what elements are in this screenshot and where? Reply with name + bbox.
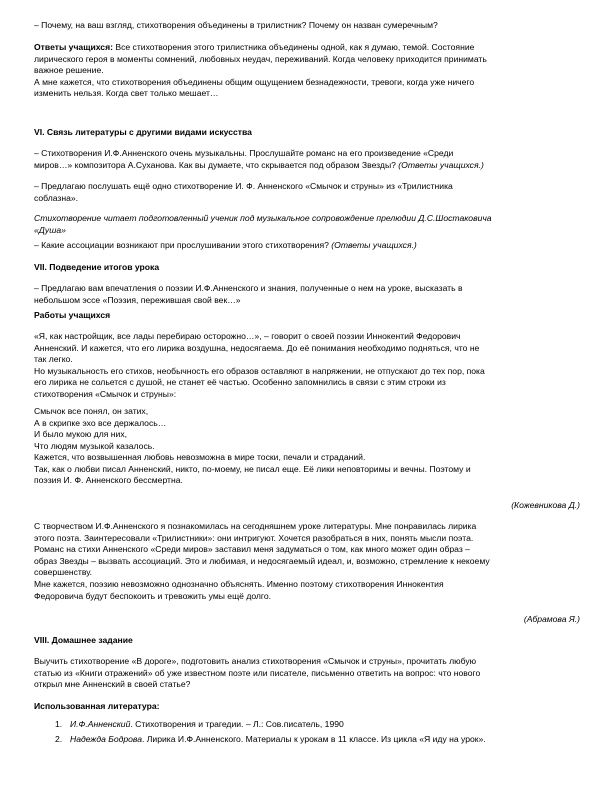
reference-text	[70, 732, 486, 747]
associations-paragraph	[34, 240, 580, 252]
reference-author: Надежда Бодрова	[70, 734, 143, 744]
poem-line: Смычок все понял, он затих,	[34, 406, 149, 416]
poem-line: А в скрипке эхо все держалось…	[34, 417, 167, 428]
text-line: образ Звезды – вызвать ассоциаций. Это и любимая, и недосягаемый идеал, и, возможно, стремление к некоему	[34, 555, 490, 566]
answers-paragraph	[34, 42, 580, 100]
text-line: Романс на стихи Анненского «Среди миров» заставил меня задуматься о том, как много может один образ –	[34, 544, 470, 555]
text-line: Но музыкальность его стихов, необычность его образов оставляют в напряжении, не отпускают до тех пор, пока	[34, 365, 485, 376]
text-line: – Стихотворения И.Ф.Анненского очень музыкальны. Прослушайте романс на его произведение «Среди	[34, 148, 454, 158]
text-line: Стихотворение читает подготовленный ученик под музыкальное сопровождение прелюдии Д.С.Шостаковича	[34, 213, 492, 223]
reference-author: И.Ф.Анненский	[70, 719, 131, 729]
italic-note: (Ответы учащихся.)	[398, 159, 484, 170]
works-heading: Работы учащихся	[34, 310, 111, 320]
italic-note: (Ответы учащихся.)	[331, 240, 417, 250]
essay-1	[34, 331, 580, 401]
text-line: Так, как о любви писал Анненский, никто, по-моему, не писал еще. Её лики неповторимы и вечны. Поэтому и	[34, 463, 471, 474]
text-line: так легко.	[34, 354, 73, 365]
section-heading-8: VIII. Домашнее задание	[34, 635, 133, 645]
list-number: 2.	[55, 734, 63, 744]
references-heading: Использованная литература:	[34, 701, 160, 711]
text-line: Все стихотворения этого трилистника объединены одной, как я думаю, темой. Состояние	[112, 42, 475, 52]
text-line: – Предлагаю послушать ещё одно стихотворение И. Ф. Анненского «Смычок и струны» из «Трилистника	[34, 181, 453, 191]
list-number: 1.	[55, 719, 63, 729]
text-line: стихотворения «Смычок и струны»:	[34, 388, 177, 399]
text-line: Мне кажется, поэзию невозможно однозначно объяснять. Именно поэтому стихотворения Иннокентия	[34, 578, 444, 589]
text-line: А мне кажется, что стихотворения объединены общим ощущением безнадежности, тревоги, когда уже ничего	[34, 76, 475, 87]
reference-title: . Лирика И.Ф.Анненского. Материалы к урокам в 11 классе. Из цикла «Я иду на урок».	[142, 734, 486, 744]
text-line: – Почему, на ваш взгляд, стихотворения объединены в трилистник? Почему он назван сумеречным?	[34, 20, 438, 30]
text-line: Кажется, что возвышенная любовь невозможна в мире тоски, печали и страданий.	[34, 452, 366, 462]
section-heading-7: VII. Подведение итогов урока	[34, 262, 160, 272]
text-line: Выучить стихотворение «В дороге», подготовить анализ стихотворения «Смычок и струны», прочитать любую	[34, 656, 477, 666]
text-line: небольшом эссе «Поэзия, пережившая свой век…»	[34, 294, 241, 305]
text-line: «Душа»	[34, 224, 66, 235]
text-line: миров…» композитора А.Суханова. Как вы думаете, что скрывается под образом Звезды?	[34, 159, 399, 170]
poem-quote	[34, 406, 580, 452]
text-line: важное решение.	[34, 65, 104, 76]
homework-paragraph	[34, 656, 580, 691]
essay-2	[34, 521, 580, 602]
text-line: его лирика не сольется с душой, не станет её частью. Особенно запомнились в связи с этим строки из	[34, 377, 446, 388]
listen-paragraph	[34, 181, 580, 204]
question-paragraph	[34, 20, 580, 32]
text-line: этого поэта. Заинтересовали «Трилистники»: они интригуют. Хочется разобраться в них, понять мысли поэта.	[34, 532, 474, 543]
reference-text	[70, 717, 344, 732]
text-line: поэзия И. Ф. Анненского бессмертна.	[34, 475, 183, 486]
text-line: С творчеством И.Ф.Анненского я познакомилась на сегодняшнем уроке литературы. Мне понравилась лирика	[34, 521, 477, 531]
text-line: соблазна».	[34, 192, 79, 203]
text-line	[34, 160, 580, 172]
text-line: совершенству.	[34, 567, 93, 578]
music-paragraph	[34, 148, 580, 171]
text-line: – Предлагаю вам впечатления о поэзии И.Ф.Анненского и знания, полученные о нем на уроке, высказать в	[34, 283, 463, 293]
text-line	[34, 240, 580, 252]
essay-task-paragraph	[34, 283, 580, 306]
section-heading-6: VI. Связь литературы с другими видами искусства	[34, 127, 252, 137]
text-line: – Какие ассоциации возникают при прослушивании этого стихотворения?	[34, 240, 332, 250]
essay-1-continued	[34, 452, 580, 487]
references-list	[34, 717, 584, 747]
reference-title: . Стихотворения и трагедии. – Л.: Сов.писатель, 1990	[130, 719, 344, 729]
text-line: лирического героя в моменты сомнений, любовных неудач, переживаний. Когда человеку приходится принимать	[34, 53, 487, 64]
text-line: «Я, как настройщик, все лады перебираю осторожно…», – говорит о своей поэзии Иннокентий Федорович	[34, 331, 461, 341]
text-line: Федоровича будут беспокоить и тревожить умы ещё долго.	[34, 590, 272, 601]
poem-line: И было мукою для них,	[34, 429, 128, 440]
list-item	[34, 732, 584, 747]
text-line: изменить нельзя. Когда свет только мешает…	[34, 88, 219, 99]
author-signature-2: (Абрамова Я.)	[523, 614, 580, 624]
list-item	[34, 717, 584, 732]
stage-direction	[34, 213, 580, 236]
text-line: статью из «Книги отражений» об уже известном поэте или писателе, письменно ответить на вопрос: что нового	[34, 667, 481, 678]
author-signature-1: (Кожевникова Д.)	[511, 500, 580, 510]
answers-label: Ответы учащихся:	[34, 42, 113, 52]
text-line	[34, 42, 580, 54]
text-line: открыл мне Анненский в своей статье?	[34, 679, 191, 690]
poem-line: Что людям музыкой казалось.	[34, 440, 155, 451]
text-line: Анненский. И кажется, что его лирика воздушна, недосягаема. До её понимания необходимо подняться, что не	[34, 342, 480, 353]
